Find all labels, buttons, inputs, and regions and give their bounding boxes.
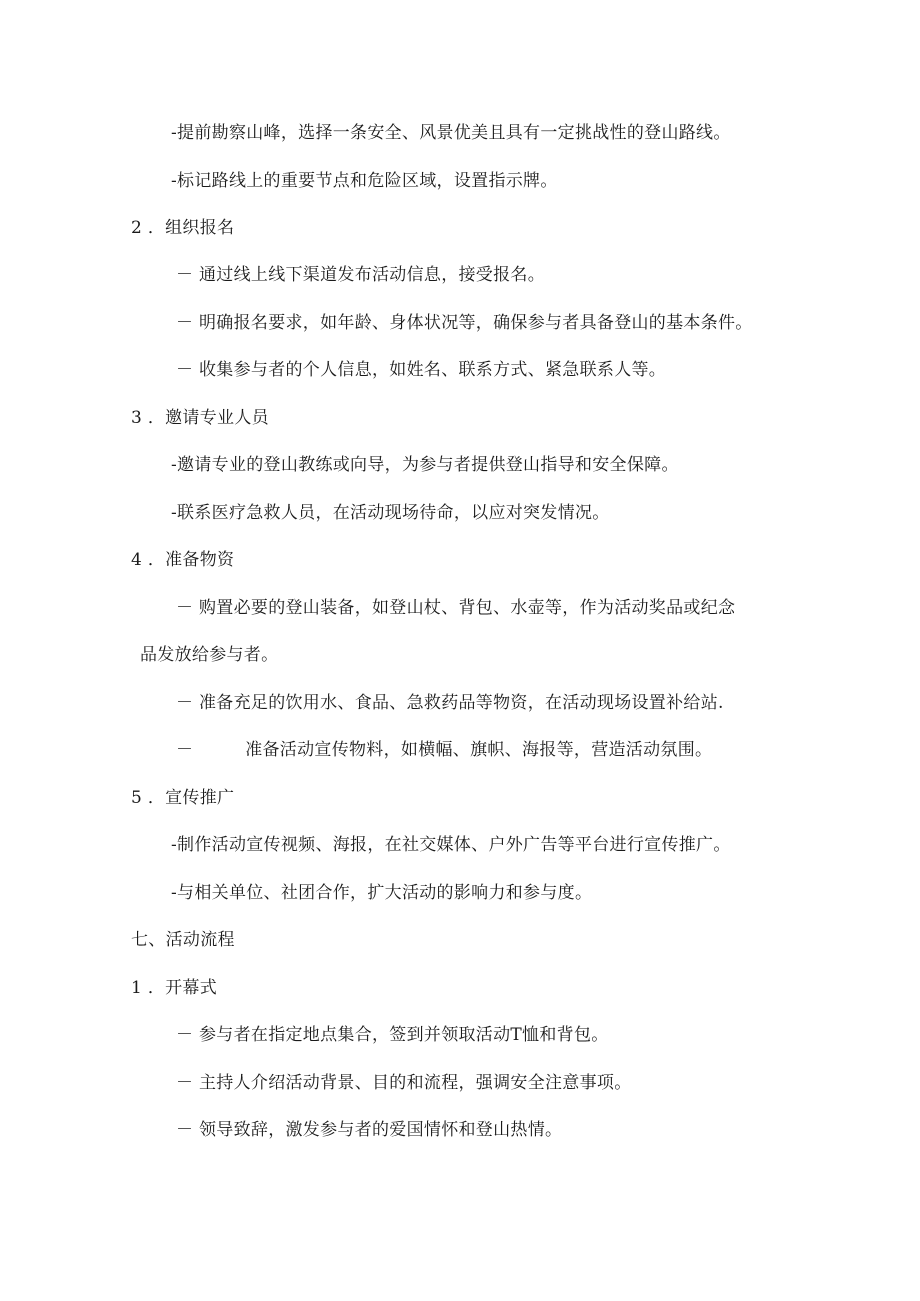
bullet-check-in: － 参与者在指定地点集合，签到并领取活动T恤和背包。 — [176, 1025, 609, 1045]
bullet-registration-requirements: － 明确报名要求，如年龄、身体状况等，确保参与者具备登山的基本条件。 — [176, 313, 753, 333]
bullet-invite-coach: -邀请专业的登山教练或向导，为参与者提供登山指导和安全保障。 — [171, 455, 679, 475]
bullet-buy-equipment: － 购置必要的登山装备，如登山杖、背包、水壶等，作为活动奖品或纪念 — [176, 598, 736, 618]
bullet-collect-info: － 收集参与者的个人信息，如姓名、联系方式、紧急联系人等。 — [176, 360, 667, 380]
section-heading-promotion: 5 ．宣传推广 — [131, 788, 235, 808]
section-heading-opening-ceremony: 1 ．开幕式 — [131, 978, 218, 998]
bullet-cooperation: -与相关单位、社团合作，扩大活动的影响力和参与度。 — [171, 883, 593, 903]
section-heading-supplies: 4 ．准备物资 — [131, 550, 235, 570]
bullet-publish-info: － 通过线上线下渠道发布活动信息，接受报名。 — [176, 265, 546, 285]
section-heading-registration: 2 ．组织报名 — [131, 218, 235, 238]
bullet-leader-speech: － 领导致辞，激发参与者的爱国情怀和登山热情。 — [176, 1120, 563, 1140]
chapter-heading-activity-process: 七、活动流程 — [131, 930, 235, 950]
bullet-promo-video: -制作活动宣传视频、海报，在社交媒体、户外广告等平台进行宣传推广。 — [171, 835, 731, 855]
bullet-promo-materials: － 准备活动宣传物料，如横幅、旗帜、海报等，营造活动氛围。 — [176, 740, 713, 760]
section-heading-professionals: 3 ．邀请专业人员 — [131, 408, 269, 428]
bullet-prepare-water-food: － 准备充足的饮用水、食品、急救药品等物资，在活动现场设置补给站. — [176, 693, 724, 713]
bullet-medical-staff: -联系医疗急救人员，在活动现场待命，以应对突发情况。 — [171, 503, 610, 523]
bullet-mark-route: -标记路线上的重要节点和危险区域，设置指示牌。 — [171, 171, 558, 191]
bullet-survey-route: -提前勘察山峰，选择一条安全、风景优美且具有一定挑战性的登山路线。 — [171, 123, 731, 143]
bullet-buy-equipment-continued: 品发放给参与者。 — [140, 645, 279, 665]
bullet-host-intro: － 主持人介绍活动背景、目的和流程，强调安全注意事项。 — [176, 1073, 632, 1093]
